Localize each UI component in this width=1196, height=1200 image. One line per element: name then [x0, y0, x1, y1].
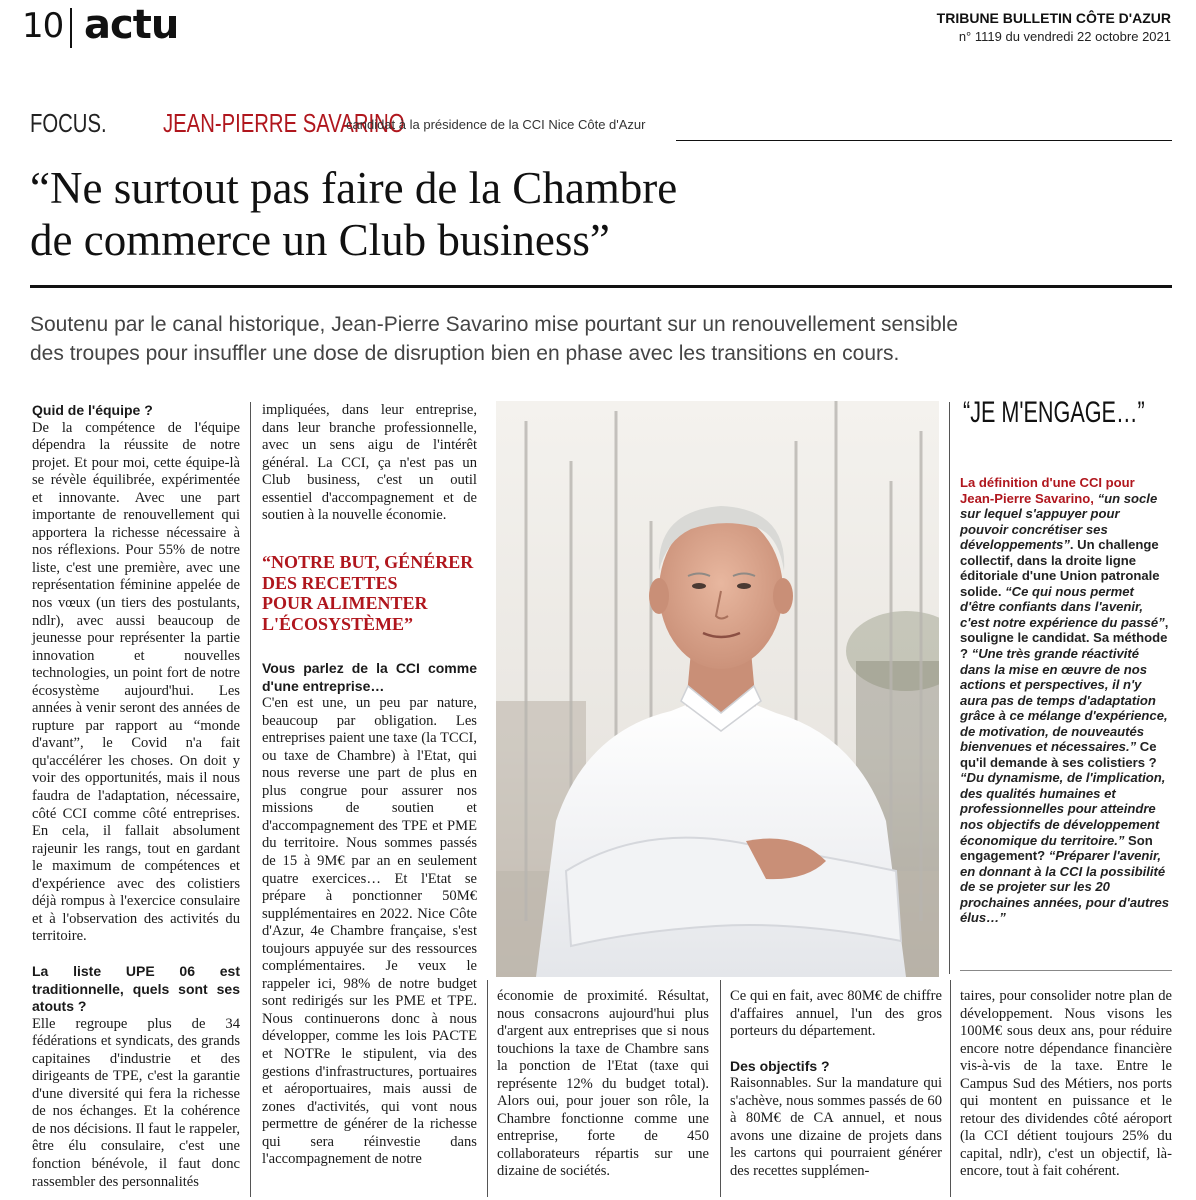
interview-question: Vous parlez de la CCI comme d'une entreprise…	[262, 660, 477, 694]
sidebar-quote: “Ce qui nous permet d'être confiants dans l'avenir, c'est notre expérience du passé”	[960, 583, 1165, 630]
portrait-photo	[496, 401, 939, 977]
interview-question: La liste UPE 06 est traditionnelle, quels sont ses atouts ?	[32, 962, 240, 1015]
standfirst-line-1: Soutenu par le canal historique, Jean-Pierre Savarino mise pourtant sur un renouvellement sensible	[30, 313, 959, 336]
article-column-1	[32, 402, 240, 1191]
headline	[30, 162, 1180, 266]
sidebar-lead: La définition d'une CCI pour Jean-Pierre Savarino,	[960, 475, 1135, 506]
column-rule	[720, 980, 721, 1197]
header-divider	[70, 8, 72, 48]
sidebar-text-run: . Un challenge collectif, dans la droite ligne éditoriale d'une Union patronale solide.	[960, 537, 1160, 599]
interview-answer: Raisonnables. Sur la mandature qui s'achève, nous sommes passés de 60 à 80M€ de CA annuel, et nous avons une dizaine de projets dans les cartons qui pourraient générer des recettes supplémen-	[730, 1075, 942, 1179]
interview-answer: impliquées, dans leur entreprise, dans leur branche professionnelle, avec un sens aigu de l'intérêt général. La CCI, ça n'est pas un Club business, c'est un outil essentiel d'accompagnement et de soutien à la nouvelle économie.	[262, 402, 477, 524]
sidebar-text-run: Ce qu'il demande à ses colistiers ?	[960, 739, 1157, 770]
interview-answer: taires, pour consolider notre plan de développement. Nous visons les 100M€ sous deux ans, pour réduire encore notre dépendance financière vis-à-vis de la taxe. Entre le Campus Sud des Métiers, nos ports qui montent en puissance et le retour des dividendes côté aéroport (la CCI détient toujours 25% du capital, ndlr), c'est un objectif, là-encore, tout à fait cohérent.	[960, 988, 1172, 1180]
interview-question: Quid de l'équipe ?	[32, 402, 153, 418]
sidebar-quote: “Du dynamisme, de l'implication, des qualités humaines et professionnelles pour atteindre nos objectifs de développement économique du territoire.”	[960, 770, 1166, 848]
column-rule	[250, 402, 251, 1197]
publication-name: TRIBUNE BULLETIN CÔTE D'AZUR	[936, 10, 1171, 26]
focus-label: FOCUS.	[30, 108, 107, 138]
interview-answer: C'en est une, un peu par nature, beaucoup par obligation. Les entreprises paient une taxe (la TCCI, ou taxe de Chambre) à l'Etat, qui nous reverse une part de plus en plus congrue pour assurer nos missions de soutien et d'accompagnement des TPE et PME du territoire. Nous sommes passés de 15 à 9M€ par an en seulement quatre exercices… Et l'Etat se prépare à ponctionner 50M€ supplémentaires en 2022. Nice Côte d'Azur, 4e Chambre française, s'est toujours appuyée sur des ressources complémentaires. Je veux le rappeler ici, 98% de notre budget sont redirigés sur les PME et TPE. Nous continuerons donc à nous développer, comme les lois PACTE et NOTRe le stipulent, via des gestions d'infrastructures, portuaires et aéroportuaires, mais aussi de zones d'activités, qui vont nous permettre de générer de la richesse qui sera réinvestie dans l'accompagnement de notre	[262, 695, 477, 1168]
sidebar-title: “JE M'ENGAGE…”	[963, 396, 1145, 429]
sidebar-quote: “Une très grande réactivité dans la mise en œuvre de nos actions et perspectives, il n'y aura pas de temps d'adaptation grâce à ce mélange d'expérience, de motivation, de nouveautés bienvenues et nécessaires.”	[960, 646, 1168, 755]
pull-quote-line: “NOTRE BUT, GÉNÉRER	[262, 552, 474, 572]
interview-question: Des objectifs ?	[730, 1057, 830, 1074]
sidebar-quote: “Préparer l'avenir, en donnant à la CCI la possibilité de se projeter sur les 20 prochaines années, pour d'autres élus…”	[960, 848, 1170, 926]
pull-quote	[262, 552, 477, 634]
interview-answer: économie de proximité. Résultat, nous consacrons aujourd'hui plus d'argent aux entreprises que si nous touchions la taxe de Chambre sans la ponction de l'Etat (taxe qui représente 12% du budget total). Alors oui, pour jouer son rôle, la Chambre fonctionne comme une entreprise, forte de 450 collaborateurs répartis sur une dizaine de sociétés.	[497, 988, 709, 1180]
issue-date: n° 1119 du vendredi 22 octobre 2021	[958, 29, 1171, 44]
headline-line-2: de commerce un Club business”	[30, 215, 610, 265]
sidebar-text-run: Son engagement?	[960, 832, 1153, 864]
section-name: actu	[84, 2, 179, 48]
focus-person-name: JEAN-PIERRE SAVARINO	[163, 108, 405, 138]
sidebar-text	[960, 475, 1170, 926]
article-column-2-top	[262, 402, 477, 525]
article-column-2-bottom	[262, 660, 477, 1169]
headline-rule	[30, 285, 1172, 288]
headline-line-1: “Ne surtout pas faire de la Chambre	[30, 163, 678, 213]
column-rule	[950, 980, 951, 1197]
standfirst-line-2: des troupes pour insuffler une dose de disruption bien en phase avec les transitions en cours.	[30, 342, 900, 365]
pull-quote-line: L'ÉCOSYSTÈME”	[262, 613, 414, 634]
sidebar-quote: “un socle sur lequel s'appuyer pour pouvoir concrétiser ses développements”	[960, 490, 1158, 553]
pull-quote-line: POUR ALIMENTER	[262, 593, 428, 613]
pull-quote-line: DES RECETTES	[262, 572, 398, 593]
article-column-3	[497, 988, 709, 1181]
article-column-4	[730, 988, 942, 1180]
sidebar-rule	[949, 402, 950, 974]
interview-answer: De la compétence de l'équipe dépendra la réussite de notre projet. Et pour moi, cette équipe-là se révèle équilibrée, expérimentée et innovante. Avec une part importante de renouvellement qui apportera la richesse nécessaire à nos réflexions. Pour 55% de notre liste, c'est une première, avec une représentation féminine appelée de nos vœux (un tiers des postulants, ndlr), avec aussi beaucoup de jeunesse pour représenter la partie innovation et nouvelles technologies, un point fort de notre écosystème aujourd'hui. Les années à venir seront des années de rupture par rapport au “monde d'avant”, le Covid n'a fait qu'accélérer les choses. On doit y voir des opportunités, mais il nous faudra de l'adaptation, nécessaire, côté CCI comme côté entreprises. En cela, il fallait absolument rajeunir les rangs, tout en gardant le maximum de compétences et d'expérience avec des colistiers déjà rompus à l'exercice consulaire et à l'observation des activités du territoire.	[32, 419, 240, 945]
interview-answer: Ce qui en fait, avec 80M€ de chiffre d'affaires annuel, l'un des gros porteurs du département.	[730, 988, 942, 1040]
interview-answer: Elle regroupe plus de 34 fédérations et syndicats, des grands capitaines d'industrie et des dirigeants de TPE, c'est la garantie d'une diversité qui fera la richesse de nos échanges. Et la cohérence de nos décisions. Il faut le rappeler, être élu consulaire, c'est une fonction bénévole, il faut donc rassembler des personnalités	[32, 1015, 240, 1190]
page-number: 10	[22, 6, 64, 46]
article-column-5	[960, 988, 1172, 1181]
sidebar-bottom-rule	[960, 970, 1172, 971]
sidebar-text-run: , souligne le candidat. Sa méthode ?	[960, 614, 1169, 662]
focus-subtitle: candidat à la présidence de la CCI Nice Côte d'Azur	[346, 117, 646, 132]
column-rule	[487, 980, 488, 1197]
standfirst	[30, 310, 1180, 368]
focus-rule	[676, 140, 1172, 141]
